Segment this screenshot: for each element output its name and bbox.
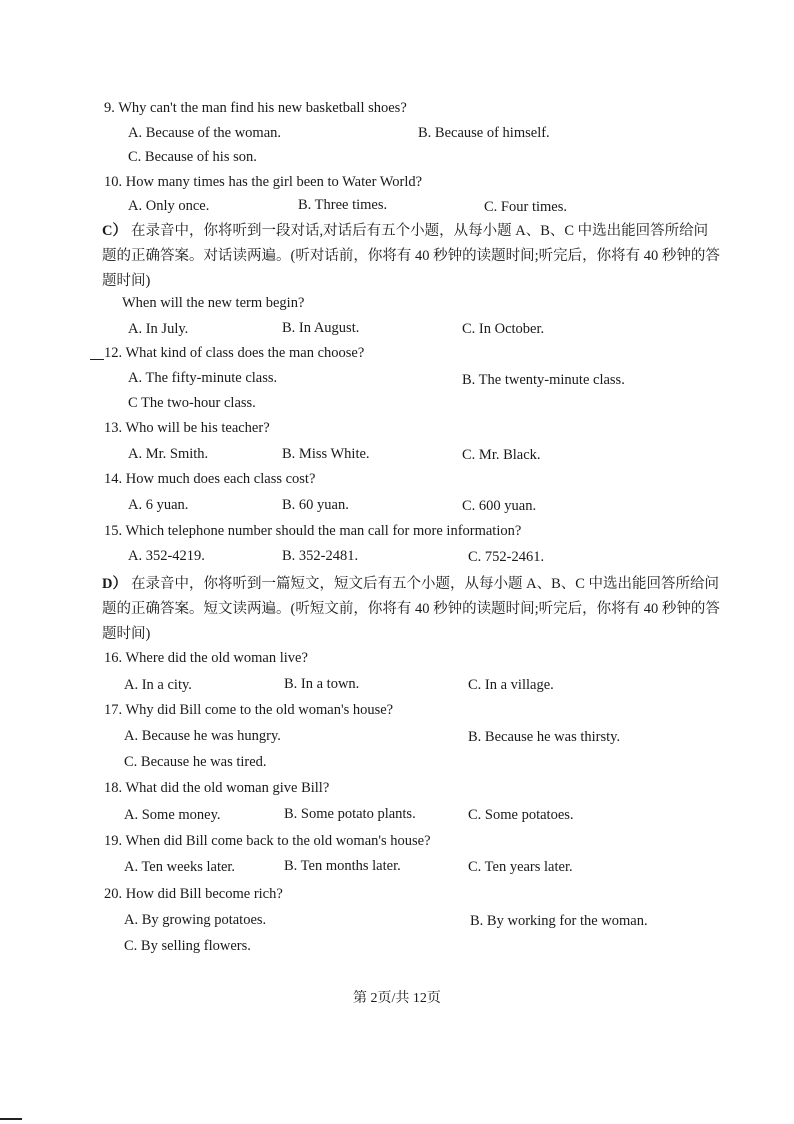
question-9: 9. Why can't the man find his new basketball shoes? xyxy=(104,100,407,116)
option-b: B. 60 yuan. xyxy=(282,497,349,513)
option-c: C. Because of his son. xyxy=(128,149,257,165)
question-text: What did the old woman give Bill? xyxy=(125,780,330,796)
option-b: B. The twenty-minute class. xyxy=(462,372,625,388)
option-b: B. Because of himself. xyxy=(418,125,550,141)
option-a: A. By growing potatoes. xyxy=(124,912,267,928)
section-c-label: C） xyxy=(102,223,127,239)
question-20: 20. How did Bill become rich? xyxy=(104,886,283,902)
section-d-label: D） xyxy=(102,576,127,592)
page-footer: 第 2页/共 12页 xyxy=(353,991,441,1006)
question-10: 10. How many times has the girl been to Water World? xyxy=(104,174,423,190)
section-d-instructions xyxy=(102,572,722,647)
option-c: C. Some potatoes. xyxy=(468,807,574,823)
option-a: A. In a city. xyxy=(124,677,192,693)
question-16: 16. Where did the old woman live? xyxy=(104,650,308,666)
option-b: B. 352-2481. xyxy=(282,548,359,564)
question-text: How many times has the girl been to Water World? xyxy=(125,174,423,190)
question-text: How much does each class cost? xyxy=(125,471,316,487)
question-number: 17 xyxy=(104,702,119,718)
question-12: 12. What kind of class does the man choose? xyxy=(104,345,365,361)
option-b: B. Three times. xyxy=(298,197,388,213)
option-c: C. Ten years later. xyxy=(468,859,573,875)
option-a: A. Ten weeks later. xyxy=(124,859,236,875)
option-c: C. Because he was tired. xyxy=(124,754,267,770)
question-number: 10 xyxy=(104,174,119,190)
section-c-text: 在录音中，你将听到一段对话,对话后有五个小题，从每小题 A、B、C 中选出能回答所给问题的正确答案。对话读两遍。(听对话前，你将有 40 秒钟的读题时间;听完后，你将有 40 秒钟的答题时间) xyxy=(102,223,720,289)
question-number: 16 xyxy=(104,650,119,666)
question-13: 13. Who will be his teacher? xyxy=(104,420,270,436)
option-c: C. In October. xyxy=(462,321,545,337)
question-number: 15 xyxy=(104,523,119,539)
option-c: C. In a village. xyxy=(468,677,554,693)
question-15: 15. Which telephone number should the man call for more information? xyxy=(104,523,522,539)
option-b: B. In a town. xyxy=(284,676,360,692)
question-text: Why can't the man find his new basketball shoes? xyxy=(118,100,407,116)
option-b: B. Some potato plants. xyxy=(284,806,416,822)
question-number: 9 xyxy=(104,100,112,116)
option-b: B. Miss White. xyxy=(282,446,370,462)
option-a: A. In July. xyxy=(128,321,189,337)
option-b: B. By working for the woman. xyxy=(470,913,648,929)
question-text: What kind of class does the man choose? xyxy=(125,345,365,361)
option-a: A. Because of the woman. xyxy=(128,125,282,141)
question-text: Why did Bill come to the old woman's house? xyxy=(125,702,394,718)
question-text: How did Bill become rich? xyxy=(125,886,283,902)
option-c: C The two-hour class. xyxy=(128,395,256,411)
question-17: 17. Why did Bill come to the old woman's house? xyxy=(104,702,394,718)
section-c-instructions xyxy=(102,219,722,294)
question-text: When will the new term begin? xyxy=(122,295,305,311)
question-number: 18 xyxy=(104,780,119,796)
option-c: C. 752-2461. xyxy=(468,549,545,565)
option-b: B. In August. xyxy=(282,320,360,336)
option-c: C. Four times. xyxy=(484,199,567,215)
question-number: 12 xyxy=(104,345,119,361)
section-d-text: 在录音中，你将听到一篇短文，短文后有五个小题，从每小题 A、B、C 中选出能回答所给问题的正确答案。短文读两遍。(听短文前，你将有 40 秒钟的读题时间;听完后，你将有 40 秒钟的答题时间) xyxy=(102,576,720,642)
question-number: 13 xyxy=(104,420,119,436)
question-18: 18. What did the old woman give Bill? xyxy=(104,780,330,796)
option-a: A. Only once. xyxy=(128,198,210,214)
scan-edge-mark xyxy=(0,1118,22,1120)
option-b: B. Ten months later. xyxy=(284,858,401,874)
question-number: 14 xyxy=(104,471,119,487)
question-14: 14. How much does each class cost? xyxy=(104,471,316,487)
option-a: A. 352-4219. xyxy=(128,548,205,564)
option-a: A. 6 yuan. xyxy=(128,497,189,513)
option-a: A. Because he was hungry. xyxy=(124,728,281,744)
option-a: A. Mr. Smith. xyxy=(128,446,209,462)
question-text: Which telephone number should the man call for more information? xyxy=(125,523,522,539)
option-c: C. Mr. Black. xyxy=(462,447,541,463)
option-a: A. Some money. xyxy=(124,807,221,823)
option-c: C. 600 yuan. xyxy=(462,498,537,514)
question-11 xyxy=(122,295,304,312)
option-a: A. The fifty-minute class. xyxy=(128,370,278,386)
question-text: Who will be his teacher? xyxy=(125,420,270,436)
question-number: 19 xyxy=(104,833,119,849)
question-text: When did Bill come back to the old woman's house? xyxy=(125,833,431,849)
question-number: 20 xyxy=(104,886,119,902)
pen-mark xyxy=(90,359,104,360)
option-b: B. Because he was thirsty. xyxy=(468,729,621,745)
question-text: Where did the old woman live? xyxy=(125,650,308,666)
question-19: 19. When did Bill come back to the old woman's house? xyxy=(104,833,431,849)
option-c: C. By selling flowers. xyxy=(124,938,251,954)
